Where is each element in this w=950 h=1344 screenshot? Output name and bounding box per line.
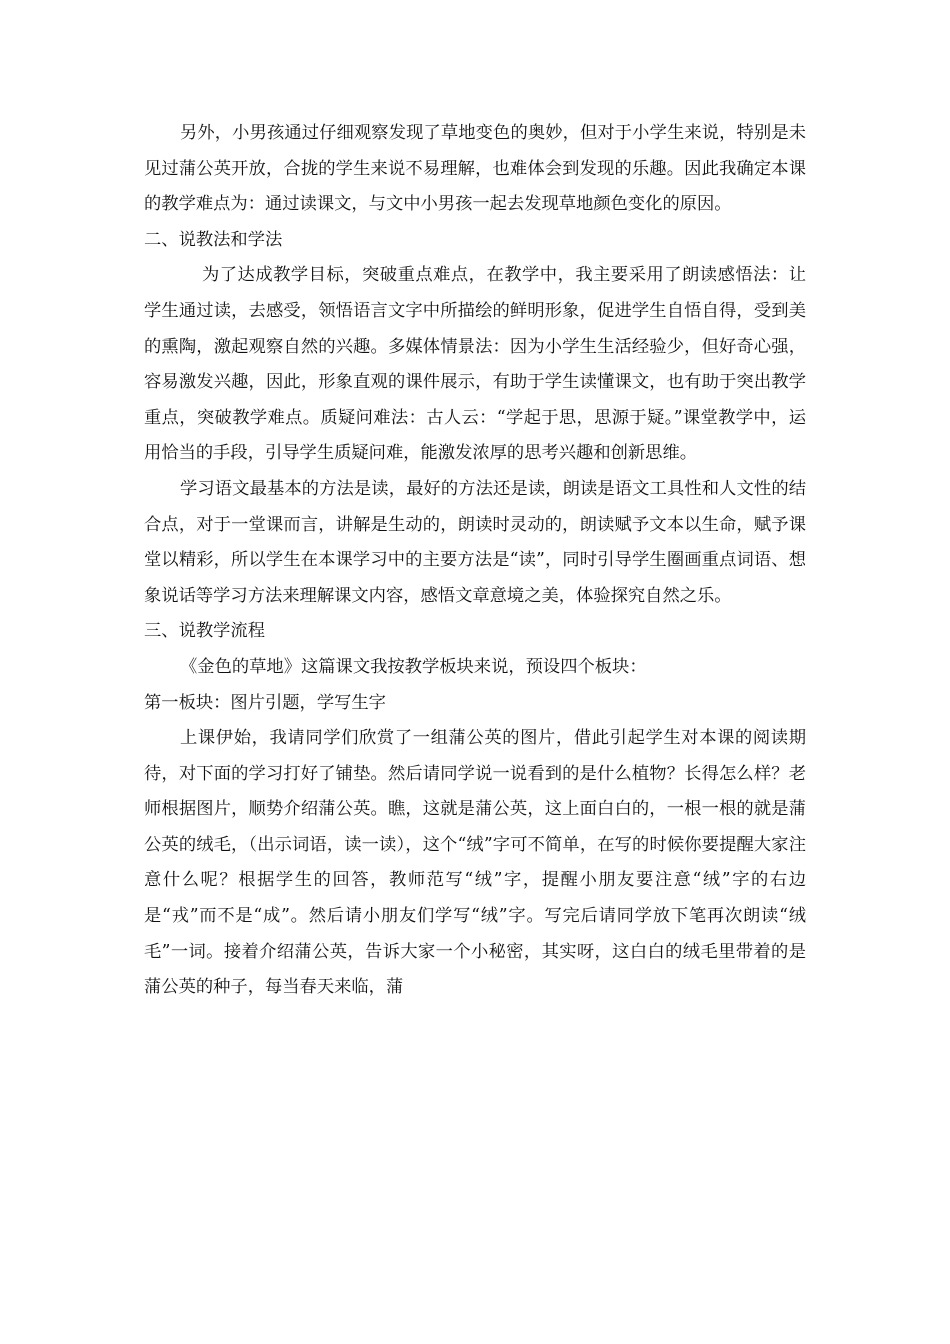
paragraph-teaching-methods: 为了达成教学目标，突破重点难点，在教学中，我主要采用了朗读感悟法：让学生通过读，去感受，领悟语言文字中所描绘的鲜明形象，促进学生自悟自得，受到美的熏陶，激起观察自然的兴趣。多媒体情景法：因为小学生生活经验少，但好奇心强，容易激发兴趣，因此，形象直观的课件展示，有助于学生读懂课文，也有助于突出教学重点，突破教学难点。质疑问难法：古人云：“学起于思，思源于疑。”课堂教学中，运用恰当的手段，引导学生质疑问难，能激发浓厚的思考兴趣和创新思维。 [144,265,806,464]
section-heading-process: 三、说教学流程 [144,621,265,642]
section-heading-methods: 二、说教法和学法 [144,229,283,250]
paragraph-process-intro: 《金色的草地》这篇课文我按教学板块来说，预设四个板块： [180,656,647,677]
paragraph-learning-methods: 学习语文最基本的方法是读，最好的方法还是读，朗读是语文工具性和人文性的结合点，对于一堂课而言，讲解是生动的，朗读时灵动的，朗读赋予文本以生命，赋予课堂以精彩，所以学生在本课学习中的主要方法是“读”，同时引导学生圈画重点词语、想象说话等学习方法来理解课文内容，感悟文章意境之美，体验探究自然之乐。 [144,478,806,606]
paragraph-teaching-difficulty: 另外，小男孩通过仔细观察发现了草地变色的奥妙，但对于小学生来说，特别是未见过蒲公英开放，合拢的学生来说不易理解，也难体会到发现的乐趣。因此我确定本课的教学难点为：通过读课文，与文中小男孩一起去发现草地颜色变化的原因。 [144,123,806,215]
subheading-block-one: 第一板块：图片引题，学写生字 [144,692,386,713]
paragraph-block-one: 上课伊始，我请同学们欣赏了一组蒲公英的图片，借此引起学生对本课的阅读期待，对下面的学习打好了铺垫。然后请同学说一说看到的是什么植物？长得怎么样？老师根据图片，顺势介绍蒲公英。瞧，这就是蒲公英，这上面白白的，一根一根的就是蒲公英的绒毛，（出示词语，读一读），这个“绒”字可不简单，在写的时候你要提醒大家注意什么呢？根据学生的回答，教师范写“绒”字，提醒小朋友要注意“绒”字的右边是“戎”而不是“成”。然后请小朋友们学写“绒”字。写完后请同学放下笔再次朗读“绒毛”一词。接着介绍蒲公英，告诉大家一个小秘密，其实呀，这白白的绒毛里带着的是蒲公英的种子，每当春天来临，蒲 [144,728,806,998]
document-page [144,116,806,1006]
